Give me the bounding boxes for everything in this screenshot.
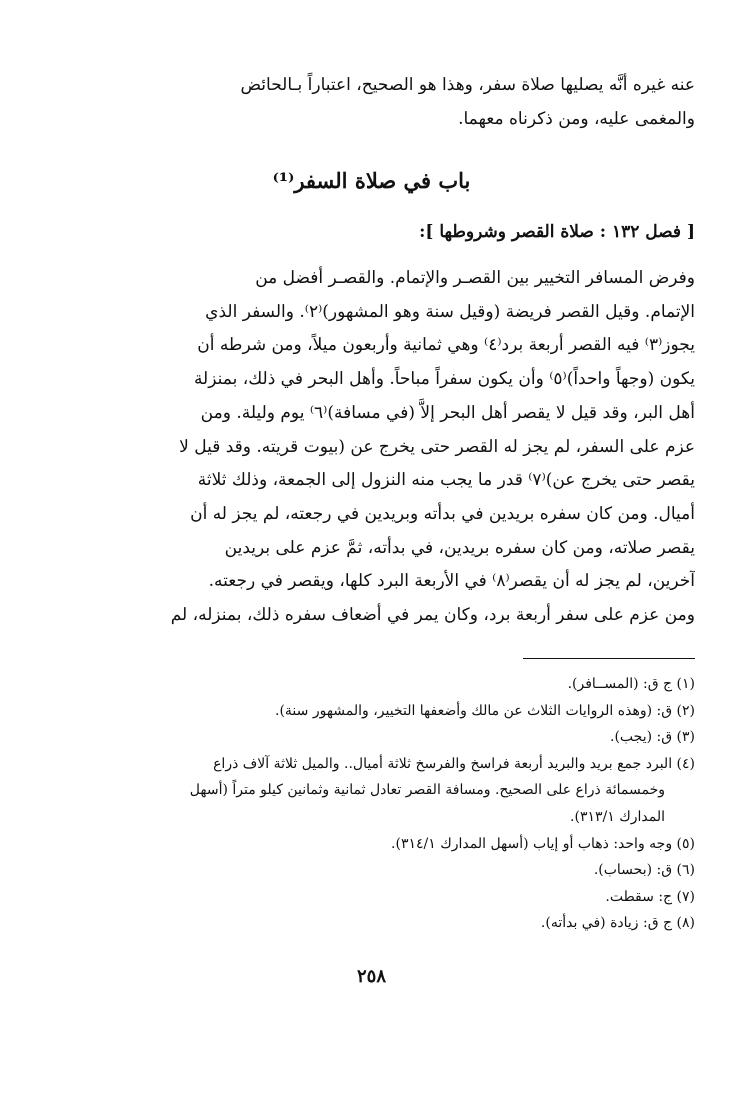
body-line: ومن عزم على سفر أربعة برد، وكان يمر في أضعاف سفره ذلك، بمنزله، لم bbox=[170, 605, 695, 626]
body-line: أهل البر، وقد قيل لا يقصر أهل البحر إلاَّ (في مسافة)⁽٦⁾ يوم وليلة. ومن bbox=[200, 402, 695, 423]
body-line: يقصر صلاته، ومن كان سفره بريدين، في بدأته، ثمَّ عزم على بريدين bbox=[224, 537, 695, 558]
body-line: أميال. ومن كان سفره بريدين في بدأته وبريدين في رجعته، لم يجز له أن bbox=[190, 503, 695, 524]
footnotes bbox=[45, 671, 695, 937]
section-heading: [ فصل ١٣٢ : صلاة القصر وشروطها ]: bbox=[419, 222, 695, 242]
intro-paragraph bbox=[49, 68, 695, 136]
body-line: يجوز⁽٣⁾ فيه القصر أربعة برد⁽٤⁾ وهي ثمانية وأربعون ميلاً، ومن شرطه أن bbox=[197, 335, 695, 356]
chapter-title: باب في صلاة السفر⁽¹⁾ bbox=[272, 168, 471, 193]
footnote-7: (٧) ج: سقطت. bbox=[605, 888, 695, 905]
page-number: ٢٥٨ bbox=[356, 966, 386, 987]
body-line: يقصر حتى يخرج عن)⁽٧⁾ قدر ما يجب منه النزول إلى الجمعة، وذلك ثلاثة bbox=[197, 470, 695, 491]
body-line: آخرين، لم يجز له أن يقصر⁽٨⁾ في الأربعة البرد كلها، ويقصر في رجعته. bbox=[208, 571, 695, 592]
body-paragraph bbox=[49, 262, 695, 633]
footnote-8: (٨) ج ق: زيادة (في بدأته). bbox=[540, 915, 695, 932]
body-line: الإتمام. وقيل القصر فريضة (وقيل سنة وهو المشهور)⁽٢⁾. والسفر الذي bbox=[205, 301, 695, 322]
footnote-6: (٦) ق: (بحساب). bbox=[593, 862, 695, 879]
footnote-2: (٢) ق: (وهذه الروايات الثلاث عن مالك وأضعفها التخيير، والمشهور سنة). bbox=[275, 702, 695, 719]
footnote-4-continued: المدارك ٣١٣/١). bbox=[570, 808, 665, 825]
body-line: يكون (وجهاً واحداً)⁽٥⁾ وأن يكون سفراً مباحاً. وأهل البحر في ذلك، بمنزلة bbox=[193, 369, 695, 390]
intro-line: والمغمى عليه، ومن ذكرناه معهما. bbox=[458, 109, 695, 129]
body-line: وفرض المسافر التخيير بين القصـر والإتمام. والقصـر أفضل من bbox=[255, 268, 695, 288]
footnote-3: (٣) ق: (يجب). bbox=[610, 729, 695, 746]
footnote-5: (٥) وجه واحد: ذهاب أو إياب (أسهل المدارك ٣١٤/١). bbox=[391, 835, 695, 852]
footnote-1: (١) ج ق: (المســافر). bbox=[567, 676, 695, 692]
footnote-4: (٤) البرد جمع بريد والبريد أربعة فراسخ والفرسخ ثلاثة أميال.. والميل ثلاثة آلاف ذراع bbox=[213, 755, 695, 772]
intro-line: عنه غيره أنَّه يصليها صلاة سفر، وهذا هو الصحيح، اعتباراً بـالحائض bbox=[240, 75, 695, 95]
body-line: عزم على السفر، لم يجز له القصر حتى يخرج عن (بيوت قريته. وقد قيل لا bbox=[179, 436, 695, 457]
footnote-divider bbox=[523, 658, 695, 659]
footnote-4-continued: وخمسمائة ذراع على الصحيح. ومسافة القصر تعادل ثمانية وثمانين كيلو متراً (أسهل bbox=[189, 782, 665, 799]
